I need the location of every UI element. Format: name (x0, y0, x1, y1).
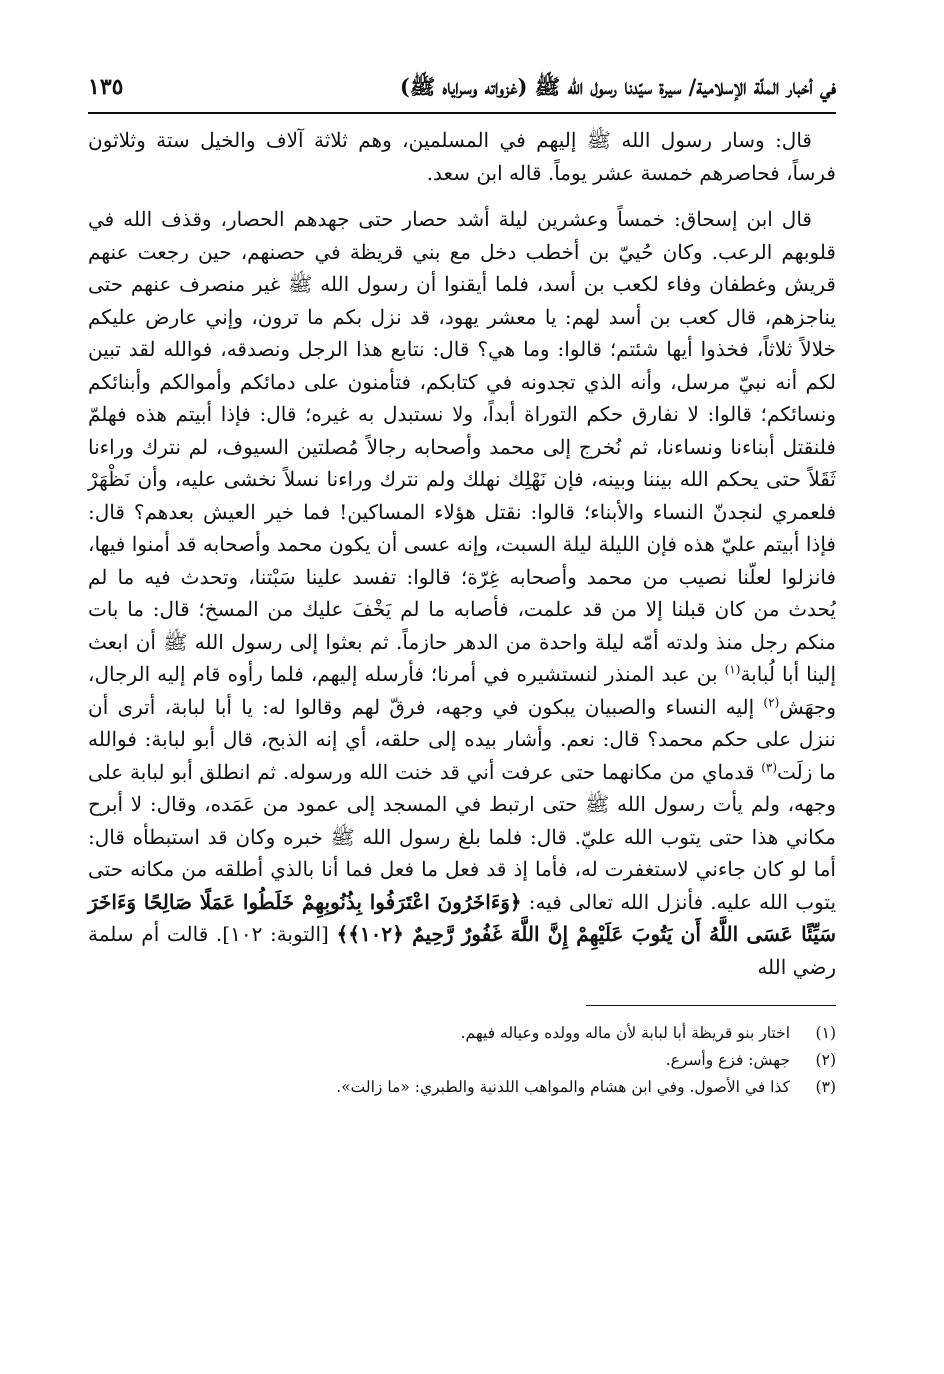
footnote-2 (88, 1047, 836, 1074)
running-header (88, 70, 836, 114)
book-page (88, 70, 836, 1360)
text-segment-5: [التوبة: ١٠٢]. قالت أم سلمة رضي الله (88, 922, 836, 979)
footnote-text: اختار بنو قريظة أبا لبابة لأن ماله وولده وعياله فيهم. (460, 1024, 790, 1042)
footnote-number: (٢) (815, 1051, 836, 1069)
paragraph-1: قال: وسار رسول الله ﷺ إليهم في المسلمين، وهم ثلاثة آلاف والخيل ستة وثلاثون فرساً، فحاصرهم خمسة عشر يوماً. قاله ابن سعد. (88, 128, 836, 185)
footnote-marker-2[interactable]: (٢) (763, 694, 780, 709)
text-segment-1: قال ابن إسحاق: خمساً وعشرين ليلة أشد حصار حتى جهدهم الحصار، وقذف الله في قلوبهم الرعب. وكان حُييّ بن أخطب دخل مع بني قريظة في حصنهم، حين رجعت عنهم قريش وغطفان وفاء لكعب بن أسد، فلما أيقنوا أن رسول الله ﷺ غير منصرف عنهم حتى يناجزهم، قال كعب بن أسد لهم: يا معشر يهود، قد نزل بكم ما ترون، وإني عارض عليكم خلالاً ثلاثاً، فخذوا أيها شئتم؛ قالوا: وما هي؟ قال: نتابع هذا الرجل ونصدقه، فوالله لقد تبين لكم أنه نبيّ مرسل، وأنه الذي تجدونه في كتابكم، فتأمنون على دمائكم وأموالكم وأبنائكم ونسائكم؛ قالوا: لا نفارق حكم التوراة أبداً، ولا نستبدل به غيره؛ قال: فإذا أبيتم هذه فهلمّ فلنقتل أبناءنا ونساءنا، ثم نُخرج إلى محمد وأصحابه رجالاً مُصلتين السيوف، لم نترك وراءنا ثَقَلاً حتى يحكم الله بيننا وبينه، فإن نَهْلِك نهلك ولم نترك وراءنا نسلاً نخشى عليه، وأن نَظْهَرْ فلعمري لنجدنّ النساء والأبناء؛ قالوا: نقتل هؤلاء المساكين! فما خير العيش بعدهم؟ قال: فإذا أبيتم عليّ هذه فإن الليلة ليلة السبت، وإنه عسى أن يكون محمد وأصحابه قد أمنوا فيها، فانزلوا لعلّنا نصيب من محمد وأصحابه غِرّة؛ قالوا: تفسد علينا سَبْتنا، وتحدث فيه ما لم يُحدث من كان قبلنا إلا من قد علمت، فأصابه ما لم يَخْفَ عليك من المسخ؛ قال: ما بات منكم رجل منذ ولدته أمّه ليلة واحدة من الدهر حازماً. ثم بعثوا إلى رسول الله ﷺ أن ابعث إلينا أبا لُبابة (88, 207, 837, 686)
running-title: في أخبار الملّة الإسلامية/ سيرة سيّدنا رسول الله ﷺ (غزواته وسراياه ﷺ) (399, 74, 836, 99)
footnote-marker-1[interactable]: (١) (724, 662, 741, 677)
footnote-number: (٣) (815, 1078, 836, 1096)
footnote-3 (88, 1074, 836, 1101)
footnote-marker-3[interactable]: (٣) (761, 759, 778, 774)
footnote-number: (١) (815, 1024, 836, 1042)
text-segment-3: إليه النساء والصبيان يبكون في وجهه، فرقّ لهم وقالوا له: يا أبا لبابة، أترى أن ننزل على حكم محمد؟ قال: نعم. وأشار بيده إلى حلقه، أي إنه الذبح، قال أبو لبابة: فوالله ما زلَت (88, 694, 837, 784)
text-segment-4: قدماي من مكانهما حتى عرفت أني قد خنت الله ورسوله. ثم انطلق أبو لبابة على وجهه، ولم يأت رسول الله ﷺ حتى ارتبط في المسجد إلى عمود من عَمَده، وقال: لا أبرح مكاني هذا حتى يتوب الله عليّ. قال: فلما بلغ رسول الله ﷺ خبره وكان قد استبطأه قال: أما لو كان جاءني لاستغفرت له، فأما إذ قد فعل ما فعل فما أنا بالذي أطلقه من مكانه حتى يتوب الله عليه. فأنزل الله تعالى فيه: (88, 759, 837, 914)
quran-verse: ﴿وَءَاخَرُونَ اعْتَرَفُوا بِذُنُوبِهِمْ خَلَطُوا عَمَلًا صَالِحًا وَءَاخَرَ سَيِّئًا عَسَى اللَّهُ أَن يَتُوبَ عَلَيْهِمْ إِنَّ اللَّهَ غَفُورٌ رَّحِيمٌ ﴿١٠٢﴾﴾ (88, 889, 836, 946)
footnote-1 (88, 1020, 836, 1047)
text-segment-2: بن عبد المنذر لنستشيره في أمرنا؛ فأرسله إليهم، فلما رأوه قام إليه الرجال، وجهَش (88, 662, 836, 719)
paragraph-2 (88, 203, 836, 983)
footnote-text: جهش: فزع وأسرع. (665, 1051, 790, 1069)
page-number: ١٣٥ (88, 74, 124, 100)
footnotes (88, 1020, 836, 1101)
main-text (88, 124, 836, 983)
footnote-divider (586, 1005, 836, 1006)
footnote-text: كذا في الأصول. وفي ابن هشام والمواهب اللدنية والطبري: «ما زالت». (336, 1078, 790, 1096)
